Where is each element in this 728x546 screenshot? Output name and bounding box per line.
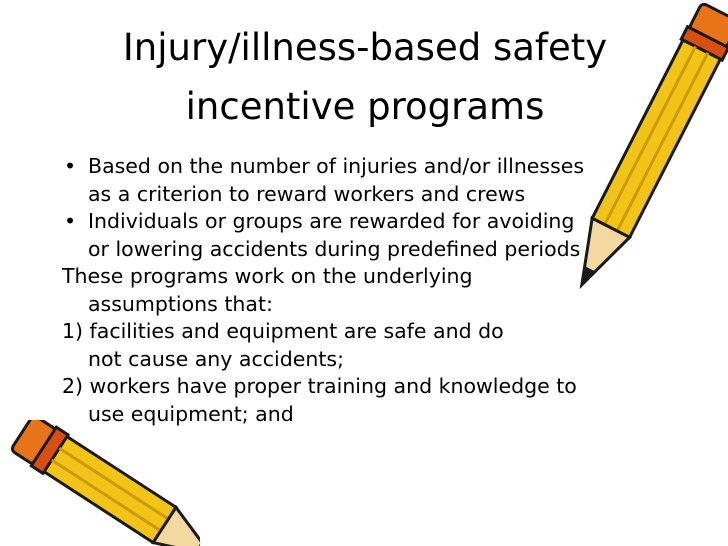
numbered-line: 2) workers have proper training and knowledge to xyxy=(62,374,577,398)
title-line-2: incentive programs xyxy=(185,85,545,128)
bullet-line: Based on the number of injuries and/or illnesses xyxy=(88,154,585,178)
pencil-bottom-left-icon xyxy=(0,420,200,546)
bullet-line: as a criterion to reward workers and crews xyxy=(88,181,526,206)
numbered-item xyxy=(62,318,672,373)
numbered-line: 1) facilities and equipment are safe and do xyxy=(62,319,504,343)
bullet-icon: • xyxy=(64,154,77,178)
paragraph xyxy=(62,263,672,318)
bullet-line: Individuals or groups are rewarded for avoiding xyxy=(88,209,575,233)
bullet-item xyxy=(62,208,672,263)
slide-title xyxy=(60,18,670,136)
numbered-line: not cause any accidents; xyxy=(88,346,344,371)
numbered-line: use equipment; and xyxy=(88,401,294,426)
bullet-item xyxy=(62,153,672,208)
numbered-item xyxy=(62,373,672,428)
paragraph-line: assumptions that: xyxy=(88,291,273,316)
title-line-1: Injury/illness-based safety xyxy=(122,26,608,69)
slide-body xyxy=(62,153,672,428)
bullet-icon: • xyxy=(64,209,77,233)
bullet-line: or lowering accidents during predefined periods xyxy=(88,236,581,261)
paragraph-line: These programs work on the underlying xyxy=(62,264,473,288)
